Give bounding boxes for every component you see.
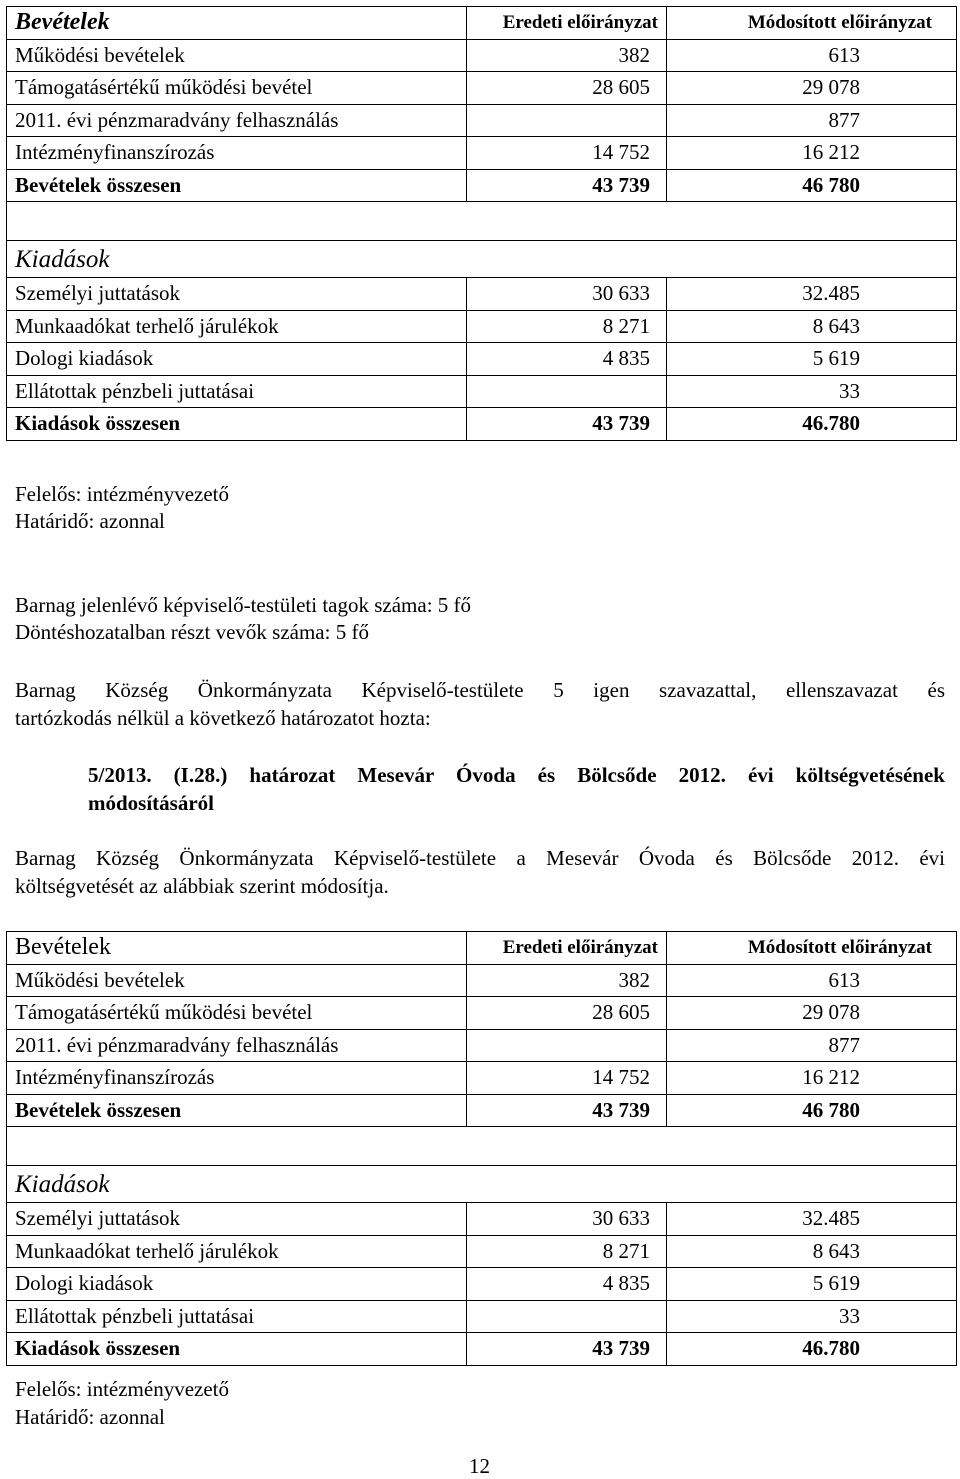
row-original: 28 605 [467,72,667,105]
row-label: Működési bevételek [7,964,467,997]
table-row [7,104,957,137]
row-modified: 33 [667,375,957,408]
members-present-text: Barnag jelenlévő képviselő-testületi tagok száma: 5 fő [15,593,472,617]
row-original: 43 739 [467,169,667,202]
row-original: 30 633 [467,1203,667,1236]
table-row [7,39,957,72]
row-label: 2011. évi pénzmaradvány felhasználás [7,1029,467,1062]
budget-table-1 [6,6,957,441]
body-line-2: költségvetését az alábbiak szerint módosítja. [15,874,389,898]
row-original: 14 752 [467,1062,667,1095]
resolution-line-2: módosításáról [88,791,214,815]
row-modified: 16 212 [667,1062,957,1095]
row-original: 14 752 [467,137,667,170]
row-modified: 16 212 [667,137,957,170]
row-original: 30 633 [467,278,667,311]
vote-line-2: tartózkodás nélkül a következő határozatot hozta: [15,706,431,730]
expense-header-row [7,241,957,278]
table-row [7,137,957,170]
expense-total-row [7,1333,957,1366]
row-label: Személyi juttatások [7,278,467,311]
row-modified: 32.485 [667,1203,957,1236]
row-label: Személyi juttatások [7,1203,467,1236]
row-modified: 5 619 [667,1268,957,1301]
row-modified: 29 078 [667,72,957,105]
expense-section-title: Kiadások [7,241,957,278]
page-number: 12 [469,1454,490,1478]
table-header-row [7,7,957,40]
responsible-text: Felelős: intézményvezető [15,482,230,506]
row-label: Bevételek összesen [7,1094,467,1127]
table-row [7,1062,957,1095]
body-line-1: Barnag Község Önkormányzata Képviselő-testülete a Mesevár Óvoda és Bölcsőde 2012. évi [15,846,945,870]
row-modified: 46.780 [667,1333,957,1366]
row-modified: 46.780 [667,408,957,441]
row-modified: 29 078 [667,997,957,1030]
row-label: Kiadások összesen [7,408,467,441]
row-original: 28 605 [467,997,667,1030]
table-row [7,1268,957,1301]
table-row [7,310,957,343]
table-row [7,343,957,376]
column-header-modified: Módosított előirányzat [667,7,957,40]
table-row [7,72,957,105]
blank-row [7,1127,957,1166]
row-original [467,375,667,408]
revenue-section-title: Bevételek [7,932,467,965]
responsible-text: Felelős: intézményvezető [15,1377,230,1401]
row-label: Támogatásértékű működési bevétel [7,997,467,1030]
row-original: 382 [467,39,667,72]
column-header-modified: Módosított előirányzat [667,932,957,965]
row-original [467,1029,667,1062]
row-original: 4 835 [467,343,667,376]
row-original: 4 835 [467,1268,667,1301]
row-original: 43 739 [467,1333,667,1366]
row-original [467,104,667,137]
row-label: Működési bevételek [7,39,467,72]
table-row [7,1300,957,1333]
expense-header-row [7,1166,957,1203]
deadline-text: Határidő: azonnal [15,509,165,533]
row-modified: 5 619 [667,343,957,376]
row-label: Támogatásértékű működési bevétel [7,72,467,105]
resolution-title [88,761,945,817]
expense-total-row [7,408,957,441]
blank-cell [7,202,957,241]
column-header-original: Eredeti előirányzat [467,7,667,40]
row-label: Intézményfinanszírozás [7,137,467,170]
row-label: 2011. évi pénzmaradvány felhasználás [7,104,467,137]
row-original: 43 739 [467,1094,667,1127]
column-header-original: Eredeti előirányzat [467,932,667,965]
decision-participants-text: Döntéshozatalban részt vevők száma: 5 fő [15,620,369,644]
vote-paragraph [15,676,945,732]
blank-row [7,202,957,241]
deadline-text: Határidő: azonnal [15,1405,165,1429]
table-row [7,375,957,408]
row-modified: 33 [667,1300,957,1333]
budget-table-2 [6,931,957,1366]
revenue-total-row [7,169,957,202]
row-modified: 613 [667,39,957,72]
vote-line-1: Barnag Község Önkormányzata Képviselő-testülete 5 igen szavazattal, ellenszavazat és [15,678,945,702]
blank-cell [7,1127,957,1166]
row-label: Bevételek összesen [7,169,467,202]
row-modified: 32.485 [667,278,957,311]
table-row [7,1203,957,1236]
row-label: Ellátottak pénzbeli juttatásai [7,1300,467,1333]
revenue-section-title: Bevételek [7,7,467,40]
row-modified: 46 780 [667,169,957,202]
resolution-line-1: 5/2013. (I.28.) határozat Mesevár Óvoda és Bölcsőde 2012. évi költségvetésének [88,763,945,787]
table-header-row [7,932,957,965]
row-modified: 877 [667,1029,957,1062]
table-row [7,1235,957,1268]
row-label: Ellátottak pénzbeli juttatásai [7,375,467,408]
body-paragraph [15,844,945,900]
expense-section-title: Kiadások [7,1166,957,1203]
row-original: 382 [467,964,667,997]
row-modified: 46 780 [667,1094,957,1127]
row-original: 8 271 [467,310,667,343]
row-modified: 877 [667,104,957,137]
row-modified: 8 643 [667,310,957,343]
row-label: Intézményfinanszírozás [7,1062,467,1095]
row-label: Kiadások összesen [7,1333,467,1366]
table-row [7,997,957,1030]
row-original: 43 739 [467,408,667,441]
revenue-total-row [7,1094,957,1127]
table-row [7,1029,957,1062]
row-original: 8 271 [467,1235,667,1268]
row-label: Munkaadókat terhelő járulékok [7,1235,467,1268]
table-row [7,964,957,997]
row-modified: 8 643 [667,1235,957,1268]
row-label: Munkaadókat terhelő járulékok [7,310,467,343]
row-label: Dologi kiadások [7,343,467,376]
row-label: Dologi kiadások [7,1268,467,1301]
table-row [7,278,957,311]
row-modified: 613 [667,964,957,997]
row-original [467,1300,667,1333]
